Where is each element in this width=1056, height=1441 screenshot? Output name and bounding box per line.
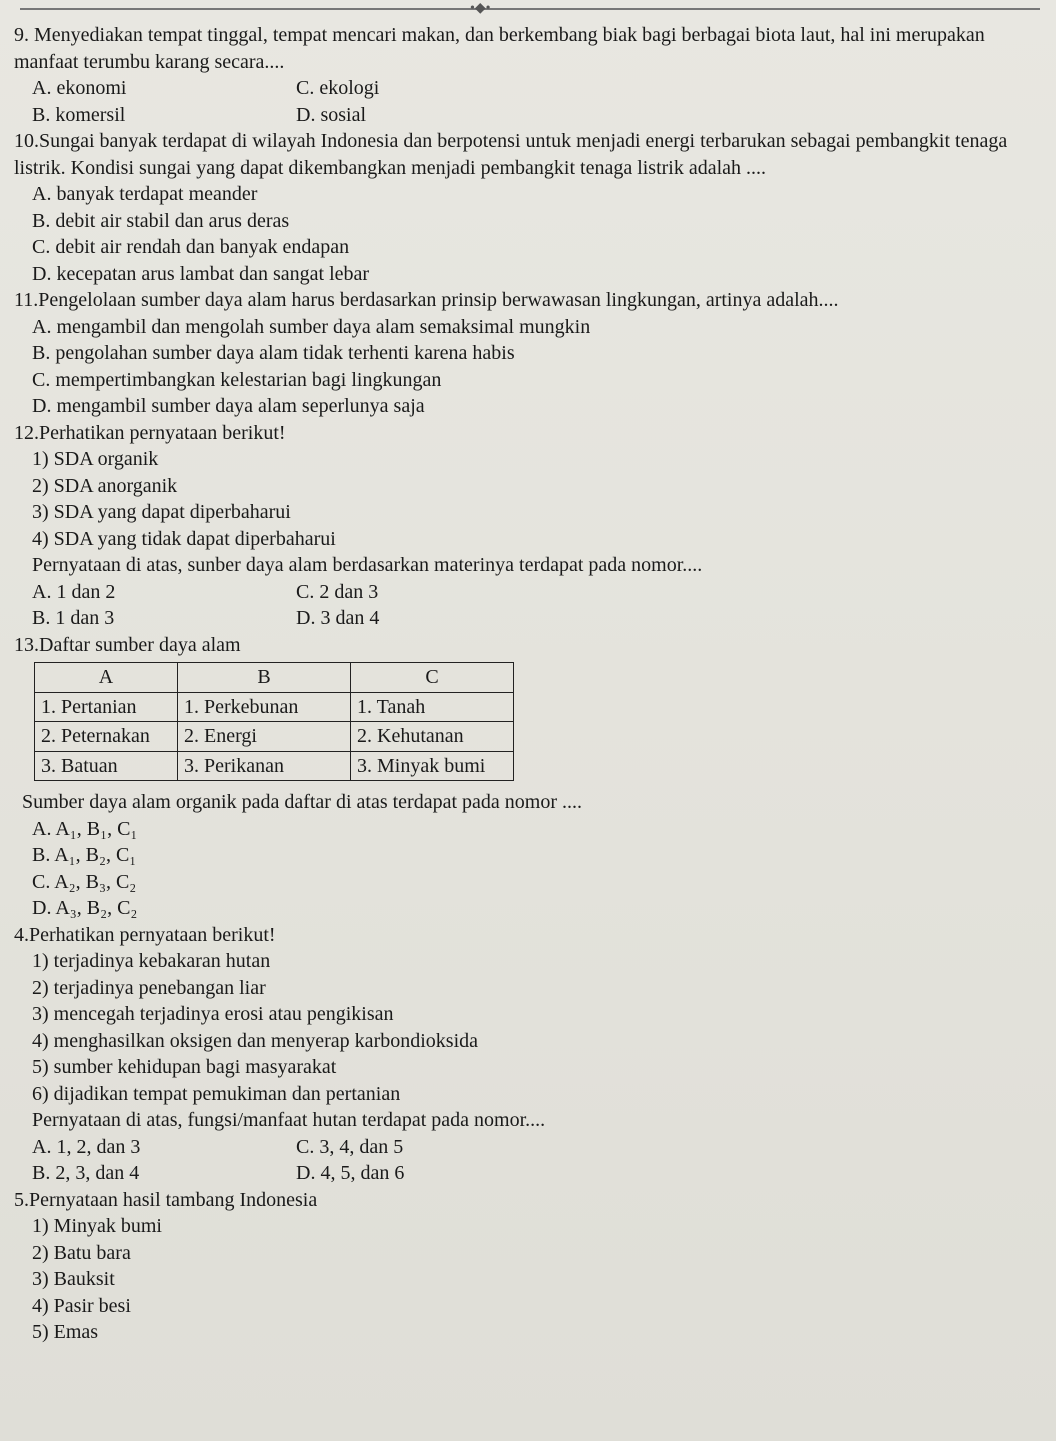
- question-12-options: [14, 579, 1044, 632]
- statement-item: 5) sumber kehidupan bagi masyarakat: [32, 1056, 337, 1078]
- question-14-text: 4.Perhatikan pernyataan berikut!: [14, 923, 276, 946]
- statement-item: 4) SDA yang tidak dapat diperbaharui: [32, 527, 336, 550]
- table-row: [35, 722, 514, 752]
- table-cell: 3. Batuan: [35, 751, 178, 781]
- column-header: B: [178, 663, 351, 693]
- statement-item: 3) mencegah terjadinya erosi atau pengikisan: [32, 1003, 394, 1025]
- question-15: [14, 1187, 1044, 1346]
- table-row: [35, 751, 514, 781]
- question-14-options: [14, 1134, 1044, 1187]
- option-d: D. 3 dan 4: [296, 607, 380, 629]
- table-header-row: [35, 663, 514, 693]
- question-content: [14, 22, 1044, 1346]
- option-b: B. pengolahan sumber daya alam tidak terhenti karena habis: [32, 342, 515, 364]
- statement-item: 6) dijadikan tempat pemukiman dan pertanian: [32, 1082, 401, 1105]
- option-b: B. 2, 3, dan 4: [32, 1162, 140, 1184]
- table-cell: 2. Peternakan: [35, 722, 178, 752]
- option-d: D. sosial: [296, 103, 366, 126]
- option-d: D. 4, 5, dan 6: [296, 1162, 405, 1184]
- question-9: [14, 22, 1044, 128]
- statement-item: 2) Batu bara: [32, 1241, 131, 1264]
- column-header: C: [351, 663, 514, 693]
- question-13-text: 13.Daftar sumber daya alam: [14, 633, 241, 656]
- question-10-text: 10.Sungai banyak terdapat di wilayah Indonesia dan berpotensi untuk menjadi energi terbarukan sebagai pembangkit tenaga listrik. Kondisi sungai yang dapat dikembangkan menjadi pembangkit tenaga listrik adalah ....: [14, 130, 1008, 179]
- option-a: A. mengambil dan mengolah sumber daya alam semaksimal mungkin: [32, 315, 591, 338]
- table-cell: 3. Minyak bumi: [351, 751, 514, 781]
- table-cell: 1. Pertanian: [35, 692, 178, 722]
- question-12-prompt: Pernyataan di atas, sunber daya alam berdasarkan materinya terdapat pada nomor....: [32, 554, 703, 576]
- table-cell: 2. Energi: [178, 722, 351, 752]
- question-14-prompt: Pernyataan di atas, fungsi/manfaat hutan terdapat pada nomor....: [32, 1109, 546, 1131]
- option-b: B. debit air stabil dan arus deras: [32, 209, 290, 232]
- option-a: A. banyak terdapat meander: [32, 183, 258, 205]
- table-row: [35, 692, 514, 722]
- option-c: C. A₂, B₃, C₂: [32, 870, 137, 893]
- option-b: B. komersil: [32, 103, 126, 126]
- question-9-options: [14, 75, 1044, 128]
- question-14: [14, 922, 1044, 1187]
- question-10: [14, 128, 1044, 287]
- resource-table: [34, 662, 514, 781]
- option-a: A. 1 dan 2: [32, 580, 116, 603]
- statement-item: 2) terjadinya penebangan liar: [32, 976, 266, 999]
- question-11: [14, 287, 1044, 420]
- table-cell: 3. Perikanan: [178, 751, 351, 781]
- option-b: B. 1 dan 3: [32, 607, 115, 629]
- table-cell: 1. Perkebunan: [178, 692, 351, 722]
- option-c: C. debit air rendah dan banyak endapan: [32, 236, 350, 258]
- question-12: [14, 420, 1044, 632]
- statement-item: 1) terjadinya kebakaran hutan: [32, 950, 271, 972]
- option-c: C. 3, 4, dan 5: [296, 1135, 404, 1158]
- question-11-text: 11.Pengelolaan sumber daya alam harus berdasarkan prinsip berwawasan lingkungan, artinya adalah....: [14, 289, 839, 311]
- option-c: C. 2 dan 3: [296, 580, 379, 603]
- statement-item: 5) Emas: [32, 1321, 99, 1343]
- top-ornament: •◆•: [470, 1, 491, 16]
- option-c: C. ekologi: [296, 77, 380, 99]
- question-13-prompt: Sumber daya alam organik pada daftar di atas terdapat pada nomor ....: [22, 791, 582, 813]
- statement-item: 1) Minyak bumi: [32, 1215, 162, 1237]
- option-d: D. kecepatan arus lambat dan sangat lebar: [32, 262, 370, 285]
- table-cell: 1. Tanah: [351, 692, 514, 722]
- option-b: B. A₁, B₂, C₁: [32, 844, 137, 866]
- statement-item: 1) SDA organik: [32, 448, 159, 470]
- option-d: D. A₃, B₂, C₂: [32, 897, 138, 919]
- option-c: C. mempertimbangkan kelestarian bagi lingkungan: [32, 368, 442, 391]
- question-9-text: 9. Menyediakan tempat tinggal, tempat mencari makan, dan berkembang biak bagi berbagai biota laut, hal ini merupakan manfaat terumbu karang secara....: [14, 24, 985, 73]
- question-13: [14, 632, 1044, 922]
- table-cell: 2. Kehutanan: [351, 722, 514, 752]
- statement-item: 4) menghasilkan oksigen dan menyerap karbondioksida: [32, 1029, 478, 1052]
- statement-item: 4) Pasir besi: [32, 1294, 131, 1317]
- question-12-text: 12.Perhatikan pernyataan berikut!: [14, 421, 286, 444]
- question-15-text: 5.Pernyataan hasil tambang Indonesia: [14, 1188, 318, 1211]
- statement-item: 3) Bauksit: [32, 1268, 115, 1290]
- statement-item: 2) SDA anorganik: [32, 474, 178, 497]
- top-rule: [20, 8, 1040, 10]
- option-a: A. 1, 2, dan 3: [32, 1135, 141, 1158]
- column-header: A: [35, 663, 178, 693]
- statement-item: 3) SDA yang dapat diperbaharui: [32, 501, 291, 523]
- option-a: A. ekonomi: [32, 77, 127, 99]
- option-a: A. A₁, B₁, C₁: [32, 817, 138, 840]
- option-d: D. mengambil sumber daya alam seperlunya saja: [32, 395, 425, 417]
